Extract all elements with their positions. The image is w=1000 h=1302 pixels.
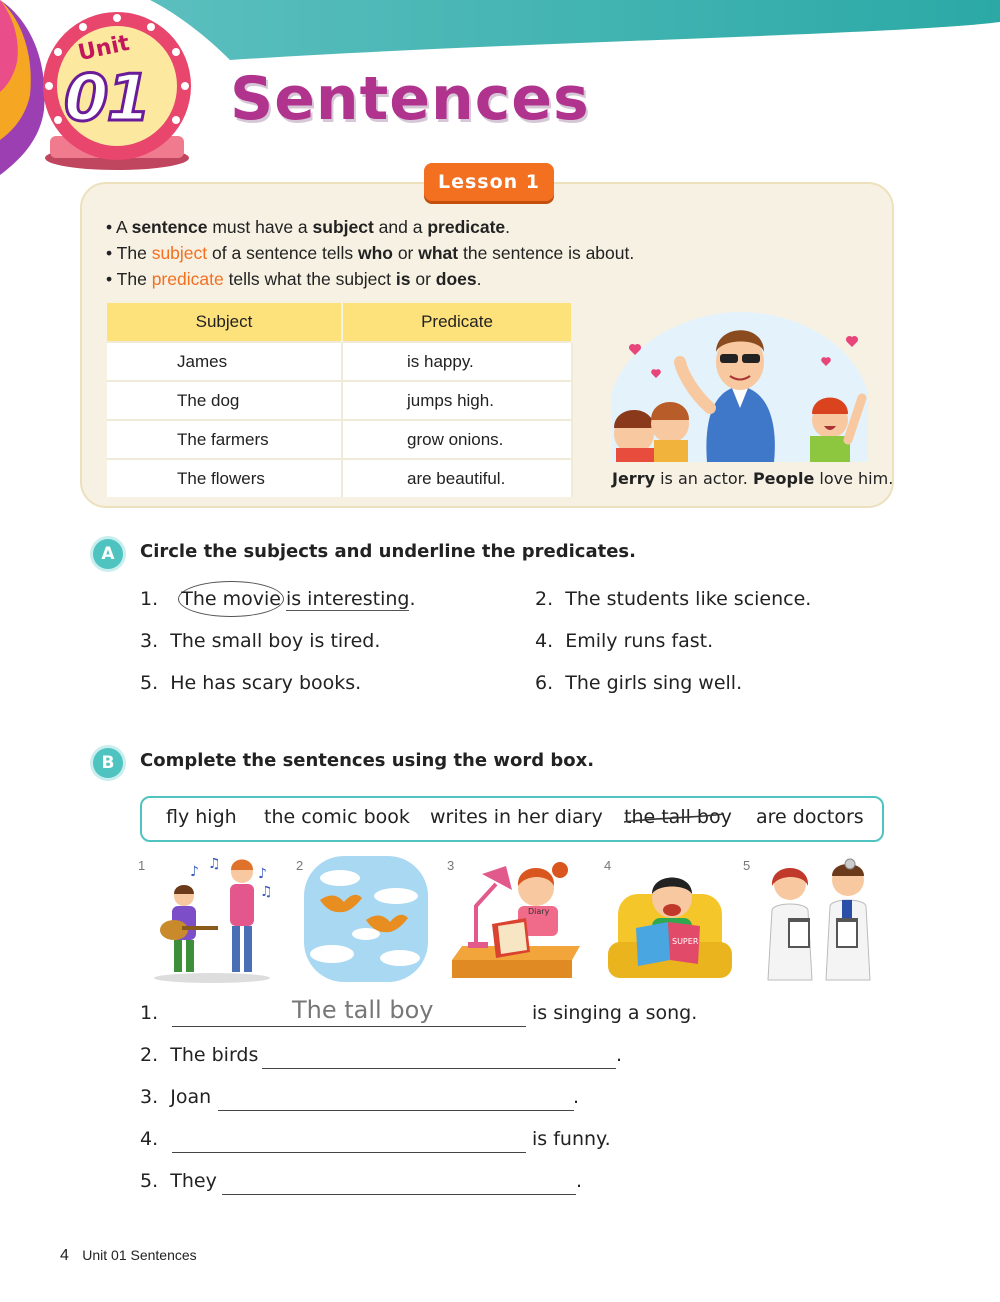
unit-label: Unit: [75, 30, 132, 67]
rule-3: • The predicate tells what the subject is or does.: [106, 269, 482, 289]
exercise-a-item-2: 2. The students like science.: [535, 588, 812, 610]
exercise-b-item-4: 4.: [140, 1128, 159, 1150]
rule-1: • A sentence must have a subject and a predicate.: [106, 217, 511, 237]
table-cell: James: [107, 342, 342, 381]
answer-blank-3[interactable]: [218, 1084, 574, 1111]
lesson-tab: Lesson 1: [424, 163, 554, 201]
comic-label: SUPER: [672, 937, 699, 946]
table-cell: are beautiful.: [342, 459, 572, 497]
strikethrough-mark: [622, 812, 726, 826]
unit-number: 01: [64, 62, 150, 136]
rule-2: • The subject of a sentence tells who or what the sentence is about.: [106, 243, 635, 263]
table-cell: The farmers: [107, 420, 342, 459]
footer-text: Unit 01 Sentences: [82, 1247, 197, 1263]
word-box-item: writes in her diary: [430, 806, 603, 828]
exercise-a-item-4: 4. Emily runs fast.: [535, 630, 714, 652]
section-b-instruction: Complete the sentences using the word box.: [140, 750, 595, 771]
table-row: [107, 420, 572, 459]
exercise-b-item-4-end: is funny.: [532, 1128, 611, 1150]
picture-number: 1: [138, 858, 146, 873]
exercise-b-item-3-end: .: [573, 1086, 580, 1108]
exercise-a-item-5: 5. He has scary books.: [140, 672, 362, 694]
table-cell: jumps high.: [342, 381, 572, 420]
answer-blank-2[interactable]: [262, 1042, 616, 1069]
table-header-subject: Subject: [107, 303, 342, 342]
diary-label: Diary: [528, 907, 550, 916]
picture-girl-diary: [452, 856, 582, 984]
exercise-b-item-1-end: is singing a song.: [532, 1002, 698, 1024]
table-cell: is happy.: [342, 342, 572, 381]
picture-number: 4: [604, 858, 612, 873]
circled-subject: The movie: [178, 581, 284, 617]
word-box-item: fly high: [166, 806, 237, 828]
word-box-item: the comic book: [264, 806, 410, 828]
exercise-b-item-2: 2. The birds: [140, 1044, 259, 1066]
underlined-predicate: is interesting: [285, 588, 410, 610]
handwritten-answer: The tall boy: [292, 996, 434, 1024]
section-a-instruction: Circle the subjects and underline the predicates.: [140, 541, 636, 562]
picture-boys-singing: [150, 856, 275, 984]
table-row: [107, 459, 572, 497]
subject-predicate-table: [107, 303, 573, 497]
table-cell: The dog: [107, 381, 342, 420]
page-footer: [60, 1247, 197, 1265]
exercise-a-item-6: 6. The girls sing well.: [535, 672, 743, 694]
svg-text:♫: ♫: [260, 884, 273, 900]
picture-number: 5: [743, 858, 751, 873]
exercise-a-item-1: 1. The movie is interesting.: [140, 588, 416, 610]
svg-text:♪: ♪: [258, 866, 267, 882]
exercise-b-item-5: 5. They: [140, 1170, 217, 1192]
page-title: Sentences: [230, 64, 590, 134]
answer-blank-5[interactable]: [222, 1168, 576, 1195]
table-cell: grow onions.: [342, 420, 572, 459]
word-box-item-used: the tall boy: [624, 806, 732, 828]
illustration-caption: Jerry is an actor. People love him.: [612, 469, 894, 488]
actor-fans-illustration: [612, 312, 868, 462]
exercise-a-item-3: 3. The small boy is tired.: [140, 630, 381, 652]
word-box-item: are doctors: [756, 806, 864, 828]
svg-text:♫: ♫: [208, 856, 221, 872]
answer-blank-4[interactable]: [172, 1126, 526, 1153]
picture-number: 3: [447, 858, 455, 873]
table-header-row: [107, 303, 572, 342]
exercise-b-item-2-end: .: [616, 1044, 623, 1066]
exercise-b-item-1: 1.: [140, 1002, 159, 1024]
page-number: 4: [60, 1247, 69, 1264]
section-b-icon: B: [93, 748, 123, 778]
section-a-icon: A: [93, 539, 123, 569]
table-header-predicate: Predicate: [342, 303, 572, 342]
svg-text:♪: ♪: [190, 864, 199, 880]
picture-number: 2: [296, 858, 304, 873]
exercise-b-item-3: 3. Joan: [140, 1086, 212, 1108]
exercise-b-item-5-end: .: [576, 1170, 583, 1192]
picture-doctors: [760, 856, 884, 984]
table-cell: The flowers: [107, 459, 342, 497]
table-row: [107, 342, 572, 381]
picture-birds-flying: [304, 856, 428, 982]
table-row: [107, 381, 572, 420]
picture-boy-comic: [608, 856, 732, 984]
